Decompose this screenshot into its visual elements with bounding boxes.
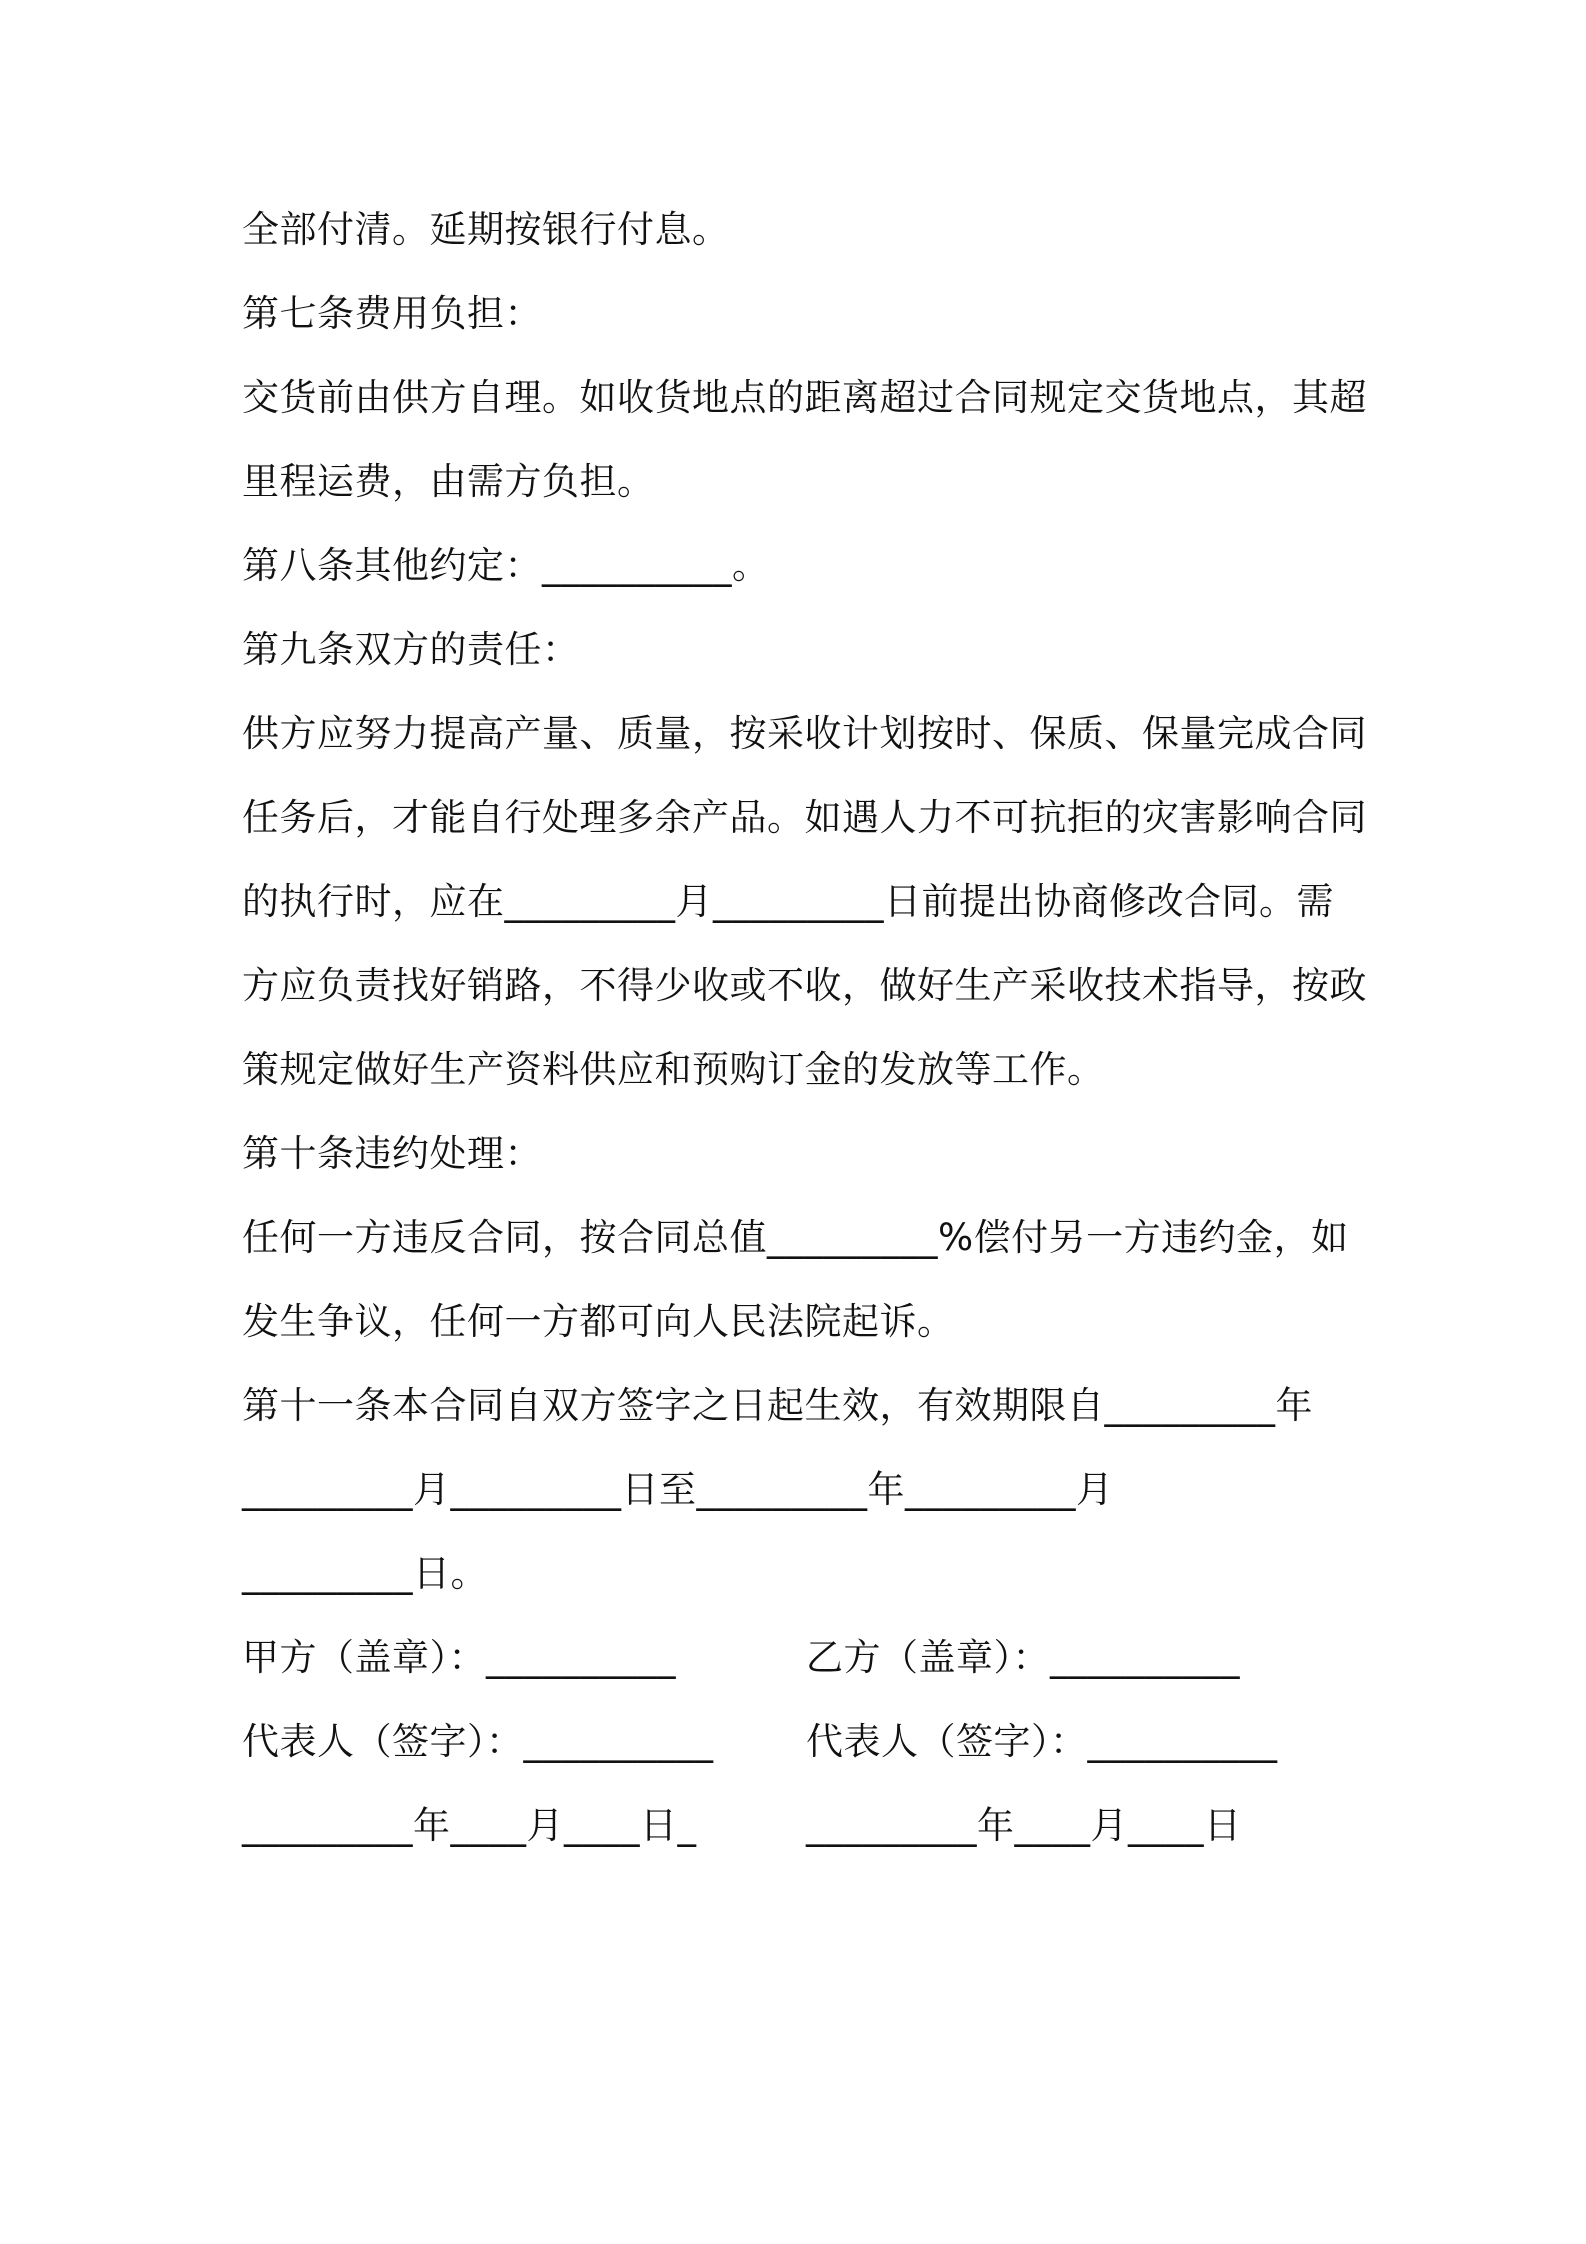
clause-heading: 第八条其他约定：__________。 [242,544,770,587]
text-line: 策规定做好生产资料供应和预购订金的发放等工作。 [242,1048,1105,1091]
text-line: _________日。 [242,1552,488,1595]
party-a-seal: 甲方（盖章）：__________ [242,1636,676,1679]
clause-heading: 第十条违约处理： [242,1132,542,1175]
text-line: 的执行时，应在_________月_________日前提出协商修改合同。需 [242,880,1334,923]
text-line: 里程运费，由需方负担。 [242,460,655,503]
party-b-seal: 乙方（盖章）：__________ [806,1636,1240,1679]
party-a-representative: 代表人（签字）：__________ [242,1720,714,1763]
text-line: 方应负责找好销路，不得少收或不收，做好生产采收技术指导，按政 [242,964,1367,1007]
text-line: 任务后，才能自行处理多余产品。如遇人力不可抗拒的灾害影响合同 [242,796,1367,839]
text-line: 全部付清。延期按银行付息。 [242,208,730,251]
text-line: 任何一方违反合同，按合同总值_________%偿付另一方违约金，如 [242,1216,1349,1259]
text-line: 供方应努力提高产量、质量，按采收计划按时、保质、保量完成合同 [242,712,1367,755]
party-a-date: _________年____月____日_ [242,1804,697,1847]
text-line: 交货前由供方自理。如收货地点的距离超过合同规定交货地点，其超 [242,376,1367,419]
text-line: _________月_________日至_________年_________月 [242,1468,1114,1511]
clause-heading: 第十一条本合同自双方签字之日起生效，有效期限自_________年 [242,1384,1313,1427]
clause-heading: 第七条费用负担： [242,292,542,335]
party-b-representative: 代表人（签字）：__________ [806,1720,1278,1763]
party-b-date: _________年____月____日 [806,1804,1242,1847]
clause-heading: 第九条双方的责任： [242,628,580,671]
text-line: 发生争议，任何一方都可向人民法院起诉。 [242,1300,955,1343]
